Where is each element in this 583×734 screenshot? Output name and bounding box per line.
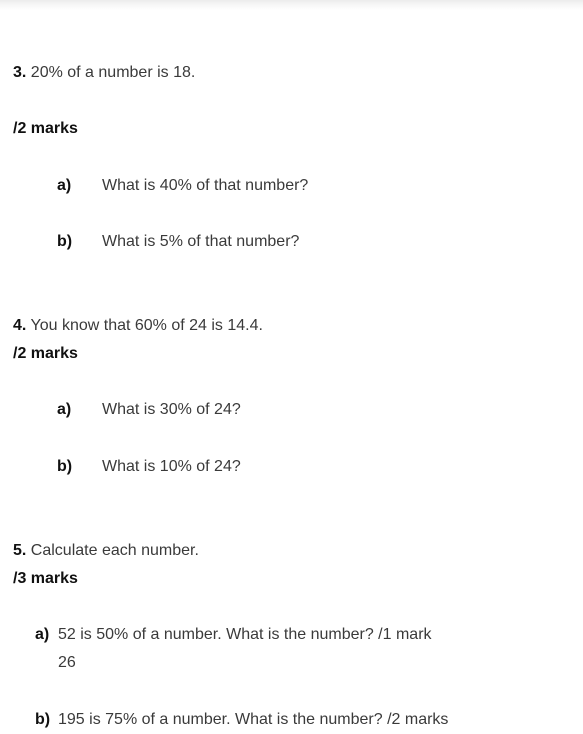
question-4-text: You know that 60% of 24 is 14.4.: [30, 317, 263, 334]
question-3a-text: What is 40% of that number?: [102, 177, 309, 194]
question-3-text: 20% of a number is 18.: [30, 64, 196, 81]
question-4: [13, 316, 263, 336]
question-4a-label: a): [57, 401, 72, 418]
question-5b-text: 195 is 75% of a number. What is the number? /2 marks: [58, 711, 449, 728]
question-5a-answer: 26: [58, 654, 76, 671]
question-4b-text: What is 10% of 24?: [102, 458, 241, 475]
question-5-text: Calculate each number.: [30, 542, 199, 559]
question-4-number: 4.: [13, 317, 27, 334]
question-3-number: 3.: [13, 64, 27, 81]
question-5b-label: b): [35, 711, 51, 728]
question-3a-label: a): [57, 177, 72, 194]
question-4-marks: /2 marks: [13, 345, 78, 362]
question-3b-text: What is 5% of that number?: [102, 233, 300, 250]
question-5a-text: 52 is 50% of a number. What is the number? /1 mark: [58, 626, 432, 643]
question-4a-text: What is 30% of 24?: [102, 401, 241, 418]
question-5-marks: /3 marks: [13, 570, 78, 587]
question-4b-label: b): [57, 458, 73, 475]
question-5-number: 5.: [13, 542, 27, 559]
question-5: [13, 541, 199, 561]
top-shadow: [0, 0, 583, 10]
question-5a-label: a): [35, 626, 50, 643]
question-3: [13, 63, 195, 83]
question-3b-label: b): [57, 233, 73, 250]
question-3-marks: /2 marks: [13, 120, 78, 137]
